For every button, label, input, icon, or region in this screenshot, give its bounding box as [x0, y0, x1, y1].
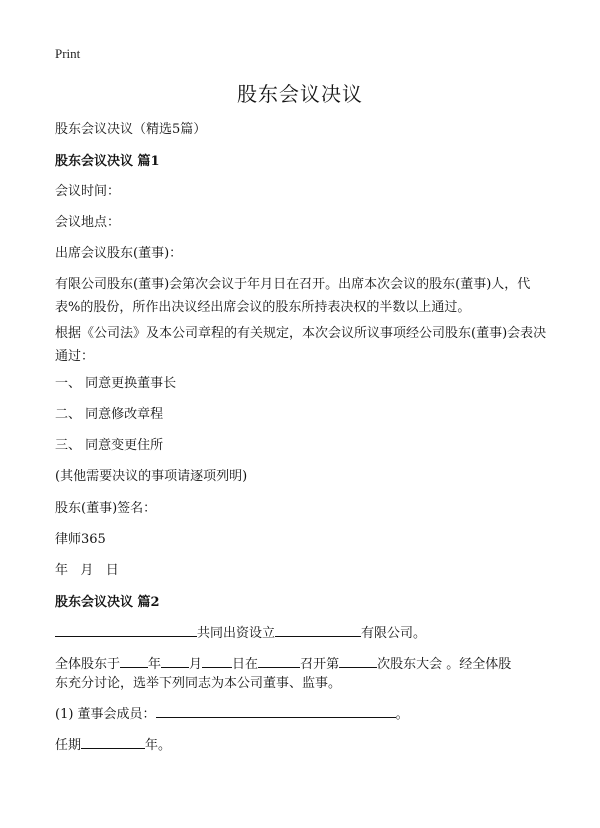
term-line — [55, 734, 555, 757]
date-line: 年 月 日 — [55, 563, 119, 578]
establish-end-text: 有限公司。 — [361, 626, 427, 641]
blank-field[interactable] — [81, 734, 145, 749]
blank-field[interactable] — [156, 703, 396, 718]
resolution-item-1: 一、 同意更换董事长 — [55, 376, 177, 391]
term-end: 年。 — [145, 738, 172, 753]
meeting-text-e: 召开第 — [300, 657, 340, 672]
board-members-line — [55, 703, 555, 726]
part1-heading: 股东会议决议 篇1 — [55, 154, 160, 169]
part2-heading: 股东会议决议 篇2 — [55, 595, 160, 610]
print-label: Print — [55, 46, 81, 61]
intro-paragraph: 有限公司股东(董事)会第次会议于年月日在召开。出席本次会议的股东(董事)人，代表%的股份，所作出决议经出席会议的股东所持表决权的半数以上通过。 — [55, 277, 531, 315]
establish-mid-text: 共同出资设立 — [197, 626, 276, 641]
lawyer-line: 律师365 — [55, 532, 106, 547]
establish-line — [55, 622, 555, 645]
signature-line: 股东(董事)签名： — [55, 501, 157, 516]
meeting-time-line: 会议时间： — [55, 184, 121, 199]
blank-field[interactable] — [275, 622, 361, 637]
blank-field[interactable] — [258, 653, 300, 668]
resolution-item-3: 三、 同意变更住所 — [55, 438, 164, 453]
basis-paragraph: 根据《公司法》及本公司章程的有关规定，本次会议所议事项经公司股东(董事)会表决通过： — [55, 326, 547, 364]
resolution-item-2: 二、 同意修改章程 — [55, 407, 164, 422]
blank-field[interactable] — [120, 653, 148, 668]
meeting-text-c: 月 — [189, 657, 203, 672]
meeting-text-d: 日在 — [232, 657, 259, 672]
board-end: 。 — [395, 707, 409, 722]
meeting-text-b: 年 — [148, 657, 162, 672]
document-subtitle: 股东会议决议（精选5篇） — [55, 122, 207, 137]
other-items-note: (其他需要决议的事项请逐项列明) — [55, 469, 248, 484]
meeting-text-f: 次股东大会 。经全体股 — [377, 657, 512, 672]
blank-field[interactable] — [55, 622, 197, 637]
document-title: 股东会议决议 — [237, 82, 363, 106]
meeting-line-continued: 东充分讨论，选举下列同志为本公司董事、监事。 — [55, 676, 342, 691]
board-label: (1) 董事会成员： — [55, 707, 156, 722]
blank-field[interactable] — [161, 653, 189, 668]
meeting-text-a: 全体股东于 — [55, 657, 121, 672]
term-label: 任期 — [55, 738, 82, 753]
blank-field[interactable] — [202, 653, 232, 668]
meeting-place-line: 会议地点： — [55, 215, 121, 230]
attendees-line: 出席会议股东(董事)： — [55, 246, 183, 261]
blank-field[interactable] — [339, 653, 377, 668]
